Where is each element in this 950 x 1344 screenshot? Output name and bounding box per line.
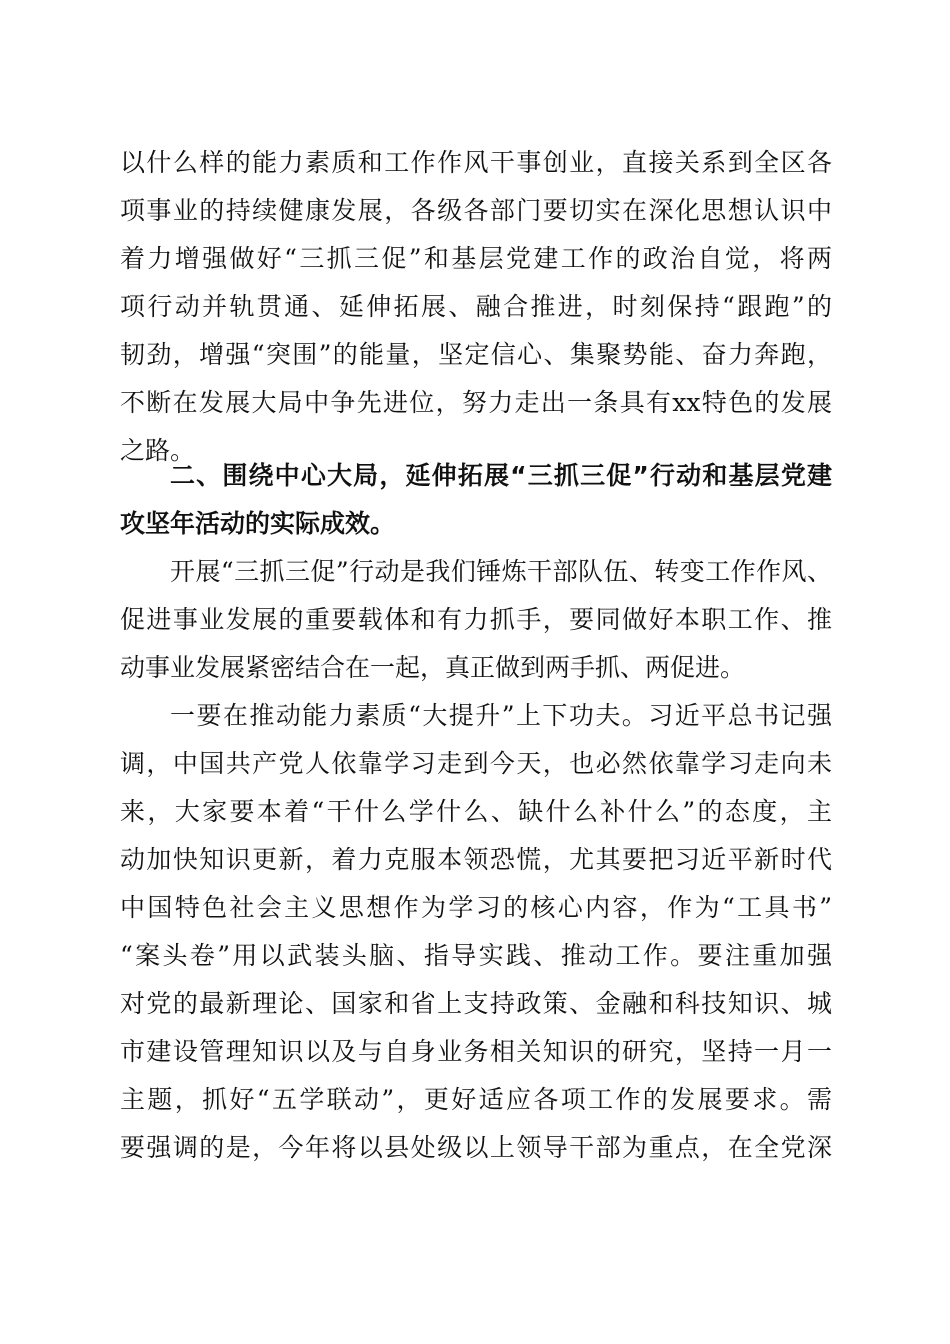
- text-line: “案头卷”用以武装头脑、指导实践、推动工作。要注重加强: [120, 941, 832, 970]
- text-line: 一要在推动能力素质“大提升”上下功夫。习近平总书记强: [170, 701, 832, 730]
- text-line: 以什么样的能力素质和工作作风干事创业，直接关系到全区各: [120, 148, 832, 177]
- text-line: 促进事业发展的重要载体和有力抓手，要同做好本职工作、推: [120, 605, 832, 634]
- text-line: 着力增强做好“三抓三促”和基层党建工作的政治自觉，将两: [120, 244, 832, 273]
- heading-line: 二、围绕中心大局，延伸拓展“三抓三促”行动和基层党建: [170, 461, 832, 490]
- text-line: 之路。: [120, 436, 196, 465]
- text-line: 项行动并轨贯通、延伸拓展、融合推进，时刻保持“跟跑”的: [120, 292, 832, 321]
- text-line: 调，中国共产党人依靠学习走到今天，也必然依靠学习走向未: [120, 749, 832, 778]
- text-line: 对党的最新理论、国家和省上支持政策、金融和科技知识、城: [120, 989, 832, 1018]
- text-line: 市建设管理知识以及与自身业务相关知识的研究，坚持一月一: [120, 1037, 832, 1066]
- text-line: 动加快知识更新，着力克服本领恐慌，尤其要把习近平新时代: [120, 845, 832, 874]
- text-line: 中国特色社会主义思想作为学习的核心内容，作为“工具书”: [120, 893, 832, 922]
- text-line: 不断在发展大局中争先进位，努力走出一条具有xx特色的发展: [120, 388, 832, 417]
- text-line: 主题，抓好“五学联动”，更好适应各项工作的发展要求。需: [120, 1085, 832, 1114]
- text-line: 项事业的持续健康发展，各级各部门要切实在深化思想认识中: [120, 196, 832, 225]
- text-line: 开展“三抓三促”行动是我们锤炼干部队伍、转变工作作风、: [170, 557, 832, 586]
- text-line: 韧劲，增强“突围”的能量，坚定信心、集聚势能、奋力奔跑，: [120, 340, 832, 369]
- heading-line: 攻坚年活动的实际成效。: [120, 509, 396, 538]
- text-line: 来，大家要本着“干什么学什么、缺什么补什么”的态度，主: [120, 797, 832, 826]
- text-line: 要强调的是，今年将以县处级以上领导干部为重点，在全党深: [120, 1133, 832, 1162]
- text-line: 动事业发展紧密结合在一起，真正做到两手抓、两促进。: [120, 653, 746, 682]
